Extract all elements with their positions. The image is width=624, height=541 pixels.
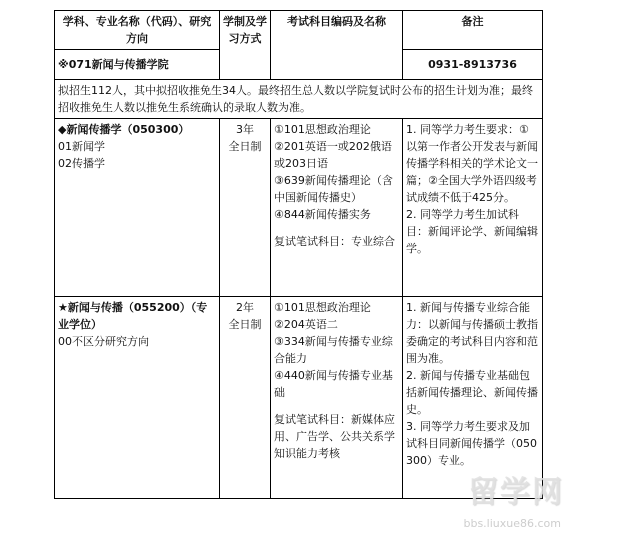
exam-item: ④440新闻与传播专业基础 bbox=[274, 369, 393, 399]
exam-item: ①101思想政治理论 bbox=[274, 123, 371, 136]
exam-item: ③334新闻与传播专业综合能力 bbox=[274, 335, 393, 365]
header-major: 学科、专业名称（代码）、研究方向 bbox=[55, 11, 220, 50]
note-row bbox=[55, 80, 543, 119]
remark-item: 3. 同等学力考生要求及加试科目同新闻传播学（050300）专业。 bbox=[406, 420, 537, 467]
duration-cell bbox=[220, 119, 271, 297]
header-duration: 学制及学习方式 bbox=[220, 11, 271, 80]
exam-item: ①101思想政治理论 bbox=[274, 301, 371, 314]
direction-item: 01新闻学 bbox=[58, 140, 105, 153]
exam-item: ②201英语一或202俄语或203日语 bbox=[274, 140, 392, 170]
duration-years: 3年 bbox=[236, 123, 254, 136]
remark-item: 1. 新闻与传播专业综合能力：以新闻与传播硕士教指委确定的考试科目内容和范围为准。 bbox=[406, 301, 538, 365]
direction-item: 00不区分研究方向 bbox=[58, 335, 149, 348]
exam-item: ④844新闻传播实务 bbox=[274, 208, 371, 221]
exams-cell bbox=[271, 119, 403, 297]
table-row bbox=[55, 119, 543, 297]
program-cell bbox=[55, 119, 220, 297]
remark-item: 2. 新闻与传播专业基础包括新闻传播理论、新闻传播史。 bbox=[406, 369, 538, 416]
program-title: ★新闻与传播（055200）（专业学位） bbox=[58, 301, 208, 331]
watermark-url: bbs.liuxue86.com bbox=[463, 517, 561, 530]
duration-years: 2年 bbox=[236, 301, 254, 314]
header-remarks: 备注 bbox=[403, 11, 543, 50]
retest-subjects: 复试笔试科目：专业综合 bbox=[274, 235, 395, 248]
enrollment-note: 拟招生112人，其中拟招收推免生34人。最终招生总人数以学院复试时公布的招生计划为准；最终招收推免生人数以推免生系统确认的录取人数为准。 bbox=[55, 80, 543, 119]
remark-item: 2. 同等学力考生加试科目：新闻评论学、新闻编辑学。 bbox=[406, 208, 538, 255]
remark-item: 1. 同等学力考生要求：①以第一作者公开发表与新闻传播学科相关的学术论文一篇；②全国大学外语四级考试成绩不低于425分。 bbox=[406, 123, 538, 204]
school-phone: 0931-8913736 bbox=[403, 50, 543, 80]
exam-item: ②204英语二 bbox=[274, 318, 338, 331]
study-mode: 全日制 bbox=[228, 140, 262, 153]
program-cell bbox=[55, 297, 220, 499]
exams-cell bbox=[271, 297, 403, 499]
watermark-logo: 留学网 bbox=[468, 475, 564, 510]
remarks-cell bbox=[403, 119, 543, 297]
admissions-table bbox=[54, 10, 543, 499]
table-header-row bbox=[55, 11, 543, 50]
program-title: ◆新闻传播学（050300） bbox=[58, 123, 190, 136]
school-name: ※071新闻与传播学院 bbox=[55, 50, 220, 80]
direction-item: 02传播学 bbox=[58, 157, 105, 170]
retest-subjects: 复试笔试科目：新媒体应用、广告学、公共关系学知识能力考核 bbox=[274, 413, 395, 460]
header-exams: 考试科目编码及名称 bbox=[271, 11, 403, 80]
duration-cell bbox=[220, 297, 271, 499]
study-mode: 全日制 bbox=[228, 318, 262, 331]
exam-item: ③639新闻传播理论（含中国新闻传播史） bbox=[274, 174, 393, 204]
